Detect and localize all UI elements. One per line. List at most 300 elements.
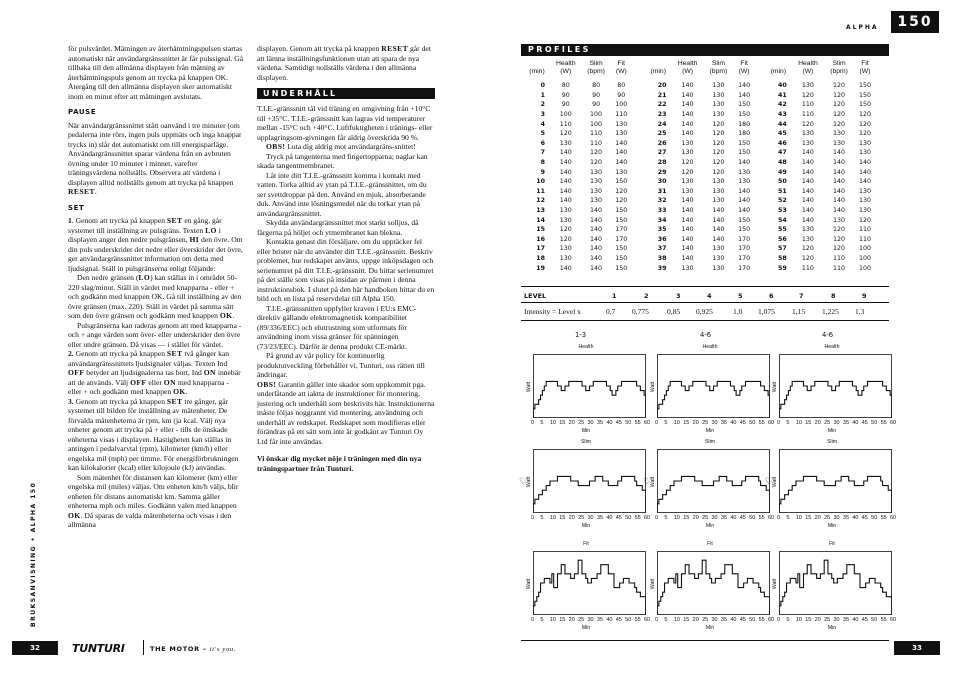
x-tick-label: 5 (786, 420, 790, 426)
table-row (524, 196, 632, 206)
table-cell: 130 (681, 149, 694, 157)
table-row (645, 100, 755, 110)
table-cell: 7 (540, 149, 545, 157)
chart-title: Slim (704, 439, 716, 445)
table-cell: 120 (858, 120, 871, 128)
table-cell: 33 (657, 207, 667, 215)
level-rule-top (521, 286, 889, 287)
model-badge: 150 (891, 11, 939, 33)
table-cell: 120 (681, 168, 694, 176)
table-cell: 52 (777, 197, 787, 205)
table-cell: 130 (615, 120, 628, 128)
set-clear-limits-text: Pulsgränserna kan raderas genom att med knapparna - och + ange värden som över- eller underskrider den övre eller undre gränsen. Då visas — i stället för värdet. (68, 320, 242, 349)
chart-title: Health (578, 344, 594, 350)
table-cell: 55 (777, 226, 787, 234)
table-cell: 110 (615, 111, 628, 119)
table-cell: 150 (738, 216, 751, 224)
table-cell: 130 (801, 130, 814, 138)
table-row (645, 110, 755, 120)
x-tick-label: 50 (871, 515, 878, 521)
table-cell: 150 (738, 139, 751, 147)
intensity-value: 0,7 (606, 307, 616, 316)
table-row (645, 187, 755, 197)
table-cell: 58 (777, 254, 787, 262)
table-row (645, 91, 755, 101)
x-tick-label: 5 (664, 420, 668, 426)
set-heading: SET (68, 203, 85, 212)
table-row (645, 139, 755, 149)
level-value: 6 (769, 292, 774, 300)
set-lower-limit-text: Den nedre gränsen (LO) kan ställas in i området 50-220 slag/minut. Ställ in värdet med knapparna - eller + och godkänn med knappen OK. Gå till inställning av den övre gränsen (max. 220). Ställ in värdet på samma sätt som den övre gränsen och godkänn med knappen OK. (68, 273, 242, 320)
table-cell: 90 (617, 91, 626, 99)
table-cell: 140 (681, 111, 694, 119)
x-axis-label: Min (705, 428, 715, 434)
table-cell: 110 (590, 130, 603, 138)
table-cell: 170 (738, 254, 751, 262)
table-cell: 130 (681, 264, 694, 272)
table-cell: 150 (615, 245, 628, 253)
maintenance-temp-text: T.I.E.-gränssnitt tål vid träning en omgivning från +10°C till +35°C. T.I.E.-gränssnitt kan lagras vid temperaturer mellan -15°C och +40°C. Luftfuktigheten i tränings- eller upplagringsom-givningen får aldrig överskrida 90 %. (257, 104, 433, 142)
x-tick-label: 30 (711, 420, 718, 426)
table-row (645, 254, 755, 264)
table-header-row (524, 60, 632, 76)
table-row (645, 215, 755, 225)
table-cell: 130 (833, 216, 846, 224)
x-tick-label: 30 (833, 515, 840, 521)
y-axis-label: Watt (526, 578, 533, 590)
intensity-value: 1,0 (733, 307, 743, 316)
table-row (765, 81, 876, 91)
x-tick-label: 55 (880, 617, 887, 623)
table-cell: 140 (590, 254, 603, 262)
profile-chart-fit (526, 541, 651, 636)
table-cell: 130 (712, 111, 725, 119)
table-header: Slim (bpm) (830, 60, 848, 75)
x-tick-label: 0 (777, 420, 781, 426)
tunturi-logo: TUNTURI (72, 642, 125, 655)
x-tick-label: 15 (683, 420, 690, 426)
left-column-1 (68, 44, 244, 530)
table-row (524, 187, 632, 197)
set-step-2: 2. Genom att trycka på knappen SET två gånger kan användargränssnittets ljudsignaler väljas. Texten Ind OFF betyder att ljudsignalerna tas bort, Ind ON innebär att de används. Välj OFF eller ON med knapparna - eller + och godkänn med knappen OK. (68, 349, 241, 396)
table-cell: 130 (833, 139, 846, 147)
table-cell: 28 (657, 159, 667, 167)
table-header: Fit (W) (615, 60, 627, 75)
x-tick-label: 40 (852, 420, 859, 426)
x-tick-label: 45 (861, 420, 868, 426)
table-cell: 110 (858, 235, 871, 243)
table-cell: 140 (681, 91, 694, 99)
table-cell: 140 (590, 235, 603, 243)
recovery-text: för pulsvärdet. Mätningen av återhämtningspulsen startas automatiskt när användargränssnittet är får pulssignal. Gå tillbaka till den allmänna displayen från mätning av återhämtningspuls genom att trycka på knappen OK. Återgång till den allmänna displayen sker automatiskt inom en minut efter att mätningen avslutats. (68, 44, 244, 101)
intensity-value: 0,85 (667, 307, 681, 316)
table-cell: 140 (738, 187, 751, 195)
set-step-1: 1. Genom att trycka på knappen SET en gång, går systemet till inställning av pulsgräns. Texten LO i displayen anger den nedre pulsgränsen, HI den övre. Om din puls underskrider det nedre eller överskrider det övre, ger användargränssnittet information om detta med ljudsignal. Ställ in pulsgränserna enligt följande: (68, 216, 243, 273)
table-cell: 150 (615, 254, 628, 262)
level-label: LEVEL (524, 292, 547, 300)
table-cell: 110 (801, 101, 814, 109)
profile-chart-health (772, 344, 897, 439)
table-cell: 140 (801, 178, 814, 186)
table-cell: 17 (536, 245, 545, 253)
table-cell: 140 (738, 159, 751, 167)
table-row (765, 244, 876, 254)
table-cell: 140 (559, 159, 572, 167)
y-axis-label: Watt (650, 476, 657, 488)
table-row (765, 129, 876, 139)
table-row (765, 196, 876, 206)
chart-title: Fit (583, 541, 589, 547)
table-cell: 170 (738, 245, 751, 253)
table-row (765, 225, 876, 235)
chart-title: Slim (826, 439, 838, 445)
set-distance-text: Som mätenhet för distansen kan kilometer (km) eller engelska mil (miles) väljas. Om enheten km/h väljs, blir enheten för distans automatiskt km. Samma gäller enheterna mph och miles. Godkänn valen med knappen OK. Då sparas de valda mätenheterna och visas i den allmänna (68, 472, 239, 529)
level-value: 4 (707, 292, 712, 300)
table-cell: 130 (858, 187, 871, 195)
x-tick-label: 20 (692, 515, 699, 521)
table-cell: 130 (559, 139, 572, 147)
table-cell: 150 (615, 207, 628, 215)
table-cell: 130 (712, 101, 725, 109)
x-tick-label: 20 (814, 420, 821, 426)
table-cell: 4 (540, 120, 545, 128)
table-cell: 130 (712, 245, 725, 253)
table-row (765, 254, 876, 264)
table-cell: 150 (858, 82, 871, 90)
table-cell: 18 (536, 254, 545, 262)
table-cell: 120 (833, 226, 846, 234)
table-cell: 120 (858, 216, 871, 224)
table-cell: 13 (536, 207, 545, 215)
table-cell: 140 (801, 149, 814, 157)
table-cell: 3 (540, 111, 545, 119)
x-tick-label: 35 (842, 617, 850, 623)
table-cell: 130 (801, 226, 814, 234)
table-cell: 80 (561, 82, 570, 90)
chart-title: Fit (829, 541, 835, 547)
table-cell: 140 (833, 178, 846, 186)
table-cell: 120 (833, 120, 846, 128)
contact-text: Kontakta genast din försäljare, om du upptäcker fel eller brister när du använder ditt T.I.E.-gränssnitt. Beskriv problemet, hur redskapet använts, uppge inköpsdagen och serienumret på ditt T.I.E.-gränssnitt. Du hittar serienumret på det ställe som visas på insidan av pärmen i denna instruktionsbok. I slutet på den här handboken hittar du en bild och en lista på reservdelar till Alpha 150. (257, 237, 435, 303)
table-cell: 140 (559, 197, 572, 205)
x-tick-label: 10 (795, 617, 802, 623)
table-header: (min) (529, 68, 545, 75)
table-cell: 2 (540, 101, 545, 109)
table-cell: 140 (712, 235, 725, 243)
table-cell: 120 (833, 111, 846, 119)
table-cell: 130 (712, 187, 725, 195)
table-cell: 20 (657, 82, 667, 90)
x-tick-label: 35 (720, 420, 728, 426)
table-cell: 120 (833, 82, 846, 90)
table-cell: 130 (801, 82, 814, 90)
table-row (524, 148, 632, 158)
table-cell: 140 (590, 216, 603, 224)
chart-plot (533, 354, 646, 418)
table-cell: 130 (559, 254, 572, 262)
table-cell: 54 (777, 216, 787, 224)
table-cell: 140 (615, 159, 628, 167)
table-cell: 120 (590, 149, 603, 157)
x-axis-label: Min (705, 625, 715, 631)
x-tick-label: 20 (568, 420, 575, 426)
table-cell: 170 (738, 264, 751, 272)
table-cell: 140 (801, 207, 814, 215)
table-cell: 37 (657, 245, 667, 253)
table-row (524, 215, 632, 225)
table-header-row (765, 60, 876, 76)
table-cell: 120 (833, 245, 846, 253)
table-cell: 25 (657, 130, 667, 138)
table-cell: 53 (777, 207, 787, 215)
table-cell: 140 (738, 82, 751, 90)
table-cell: 80 (617, 82, 626, 90)
table-row (645, 225, 755, 235)
x-tick-label: 40 (606, 420, 613, 426)
x-tick-label: 45 (615, 617, 622, 623)
x-tick-label: 45 (615, 515, 622, 521)
table-cell: 40 (777, 82, 787, 90)
table-cell: 150 (615, 264, 628, 272)
profile-chart-slim (526, 439, 651, 534)
table-row (645, 244, 755, 254)
table-cell: 120 (712, 159, 725, 167)
table-cell: 110 (833, 264, 846, 272)
series-line (533, 476, 646, 513)
table-cell: 120 (858, 130, 871, 138)
table-cell: 110 (590, 139, 603, 147)
chart-title: Fit (707, 541, 713, 547)
x-tick-label: 25 (824, 515, 831, 521)
table-cell: 140 (681, 120, 694, 128)
x-tick-label: 60 (768, 515, 775, 521)
table-row (524, 129, 632, 139)
table-cell: 41 (777, 91, 787, 99)
table-cell: 1 (540, 91, 545, 99)
table-row (645, 263, 755, 273)
y-axis-label: Watt (650, 578, 657, 590)
table-cell: 150 (738, 149, 751, 157)
x-tick-label: 50 (871, 420, 878, 426)
table-cell: 140 (681, 216, 694, 224)
keys-text: Tryck på tangenterna med fingertopparna; naglar kan skada tangentmembranet. (257, 151, 428, 170)
x-tick-label: 40 (730, 420, 737, 426)
series-line (657, 476, 770, 513)
intensity-value: 1,3 (855, 307, 865, 316)
pause-heading: PAUSE (68, 108, 97, 116)
table-cell: 130 (681, 139, 694, 147)
x-tick-label: 50 (625, 515, 632, 521)
table-cell: 24 (657, 120, 667, 128)
x-tick-label: 15 (559, 515, 566, 521)
x-tick-label: 10 (795, 515, 802, 521)
x-tick-label: 0 (777, 617, 781, 623)
level-value: 5 (738, 292, 743, 300)
table-cell: 140 (833, 197, 846, 205)
table-cell: 140 (681, 245, 694, 253)
water-text: Låt inte ditt T.I.E.-gränssnitt komma i kontakt med vatten. Torka alltid av ytan på T.I.E.-gränssnittet, om du ser svettdroppar på den. Använd en mjuk, absorberande duk. Använd inte lösningsmedel när du torkar ytan på användargränssnittet. (257, 170, 427, 218)
table-cell: 22 (657, 101, 667, 109)
x-tick-label: 50 (625, 617, 632, 623)
table-cell: 51 (777, 187, 787, 195)
table-cell: 120 (801, 254, 814, 262)
table-row (765, 91, 876, 101)
table-cell: 100 (858, 264, 871, 272)
x-tick-label: 60 (768, 420, 775, 426)
y-axis-label: Watt (772, 381, 779, 393)
table-header-row (645, 60, 755, 76)
table-cell: 45 (777, 130, 787, 138)
profile-chart-health (526, 344, 651, 439)
page-number-right: 33 (894, 641, 940, 655)
table-row (524, 100, 632, 110)
table-row (524, 139, 632, 149)
x-tick-label: 15 (559, 617, 566, 623)
table-cell: 15 (536, 226, 545, 234)
table-row (524, 235, 632, 245)
table-cell: 130 (559, 216, 572, 224)
table-cell: 6 (540, 139, 545, 147)
table-cell: 120 (801, 91, 814, 99)
table-row (524, 225, 632, 235)
table-cell: 170 (738, 235, 751, 243)
table-row (645, 119, 755, 129)
table-cell: 110 (801, 264, 814, 272)
x-tick-label: 45 (739, 420, 746, 426)
intensity-value: 1,075 (758, 307, 775, 316)
table-cell: 120 (559, 235, 572, 243)
profile-table-1 (524, 60, 632, 273)
chart-plot (533, 551, 646, 615)
level-value: 7 (799, 292, 804, 300)
table-cell: 130 (559, 245, 572, 253)
profile-chart-fit (650, 541, 775, 636)
table-header: Slim (bpm) (587, 60, 605, 75)
chart-plot (657, 449, 770, 513)
table-cell: 130 (559, 207, 572, 215)
heart-icon: ♡ (519, 476, 528, 486)
x-tick-label: 5 (540, 515, 544, 521)
running-header-alpha: ALPHA (846, 24, 879, 31)
table-header: (min) (650, 68, 666, 75)
table-cell: 130 (590, 178, 603, 186)
table-row (645, 158, 755, 168)
table-cell: 140 (712, 226, 725, 234)
table-cell: 5 (540, 130, 545, 138)
x-tick-label: 50 (749, 420, 756, 426)
table-row (524, 81, 632, 91)
table-row (524, 167, 632, 177)
table-cell: 90 (592, 91, 601, 99)
table-cell: 130 (681, 178, 694, 186)
series-line (533, 560, 646, 615)
policy-text: På grund av vår policy för kontinuerlig produktutveckling förbehåller vi, Tunturi, oss rätten till ändringar. (257, 351, 425, 379)
table-cell: 90 (561, 101, 570, 109)
table-cell: 180 (738, 120, 751, 128)
table-cell: 140 (738, 91, 751, 99)
table-cell: 140 (559, 149, 572, 157)
x-tick-label: 25 (702, 420, 709, 426)
x-tick-label: 50 (749, 617, 756, 623)
table-cell: 47 (777, 149, 787, 157)
table-cell: 35 (657, 226, 667, 234)
table-cell: 48 (777, 159, 787, 167)
x-tick-label: 50 (749, 515, 756, 521)
x-tick-label: 35 (720, 515, 728, 521)
table-cell: 140 (681, 130, 694, 138)
x-tick-label: 25 (578, 617, 585, 623)
x-tick-label: 0 (531, 420, 535, 426)
table-cell: 120 (712, 168, 725, 176)
table-cell: 120 (712, 120, 725, 128)
table-cell: 130 (590, 197, 603, 205)
table-cell: 36 (657, 235, 667, 243)
table-cell: 170 (615, 226, 628, 234)
table-cell: 130 (801, 139, 814, 147)
level-rule-mid (521, 302, 889, 303)
table-cell: 130 (590, 168, 603, 176)
x-tick-label: 0 (531, 617, 535, 623)
maintenance-heading: UNDERHÅLL (257, 88, 435, 99)
x-tick-label: 45 (615, 420, 622, 426)
x-tick-label: 10 (673, 617, 680, 623)
table-row (524, 177, 632, 187)
table-cell: 130 (858, 197, 871, 205)
chart-plot (779, 354, 892, 418)
table-cell: 130 (738, 178, 751, 186)
table-row (524, 158, 632, 168)
table-cell: 140 (681, 82, 694, 90)
table-row (645, 148, 755, 158)
sunlight-text: Skydda användargränssnittet mot starkt solljus, då färgerna på höljet och ytmembranet kan blekna. (257, 218, 419, 237)
table-cell: 120 (858, 111, 871, 119)
table-row (645, 177, 755, 187)
table-cell: 10 (536, 178, 545, 186)
table-cell: 38 (657, 254, 667, 262)
table-cell: 46 (777, 139, 787, 147)
table-cell: 150 (738, 111, 751, 119)
table-row (645, 167, 755, 177)
x-tick-label: 45 (861, 515, 868, 521)
table-cell: 140 (681, 101, 694, 109)
x-tick-label: 15 (683, 515, 690, 521)
chart-plot (657, 551, 770, 615)
obs-lean-text: OBS! Luta dig aldrig mot användargräns-snittet! (266, 142, 416, 151)
table-row (524, 254, 632, 264)
x-tick-label: 40 (606, 617, 613, 623)
x-tick-label: 25 (702, 515, 709, 521)
heart-icon: ♡ (765, 476, 774, 486)
table-row (765, 187, 876, 197)
table-row (765, 139, 876, 149)
x-tick-label: 30 (587, 515, 594, 521)
x-tick-label: 35 (596, 515, 604, 521)
vertical-running-title: BRUKSANVISNING • ALPHA 150 (30, 481, 37, 627)
table-cell: 130 (712, 178, 725, 186)
table-cell: 130 (590, 187, 603, 195)
x-tick-label: 35 (842, 515, 850, 521)
table-cell: 130 (712, 82, 725, 90)
chart-plot (533, 449, 646, 513)
x-tick-label: 60 (890, 420, 897, 426)
table-cell: 110 (559, 120, 572, 128)
table-cell: 140 (559, 187, 572, 195)
table-row (765, 110, 876, 120)
closing-text: Vi önskar dig mycket nöje i träningen med din nya träningspartner från Tunturi. (257, 454, 422, 473)
table-cell: 140 (590, 207, 603, 215)
x-tick-label: 30 (711, 617, 718, 623)
table-cell: 140 (833, 159, 846, 167)
